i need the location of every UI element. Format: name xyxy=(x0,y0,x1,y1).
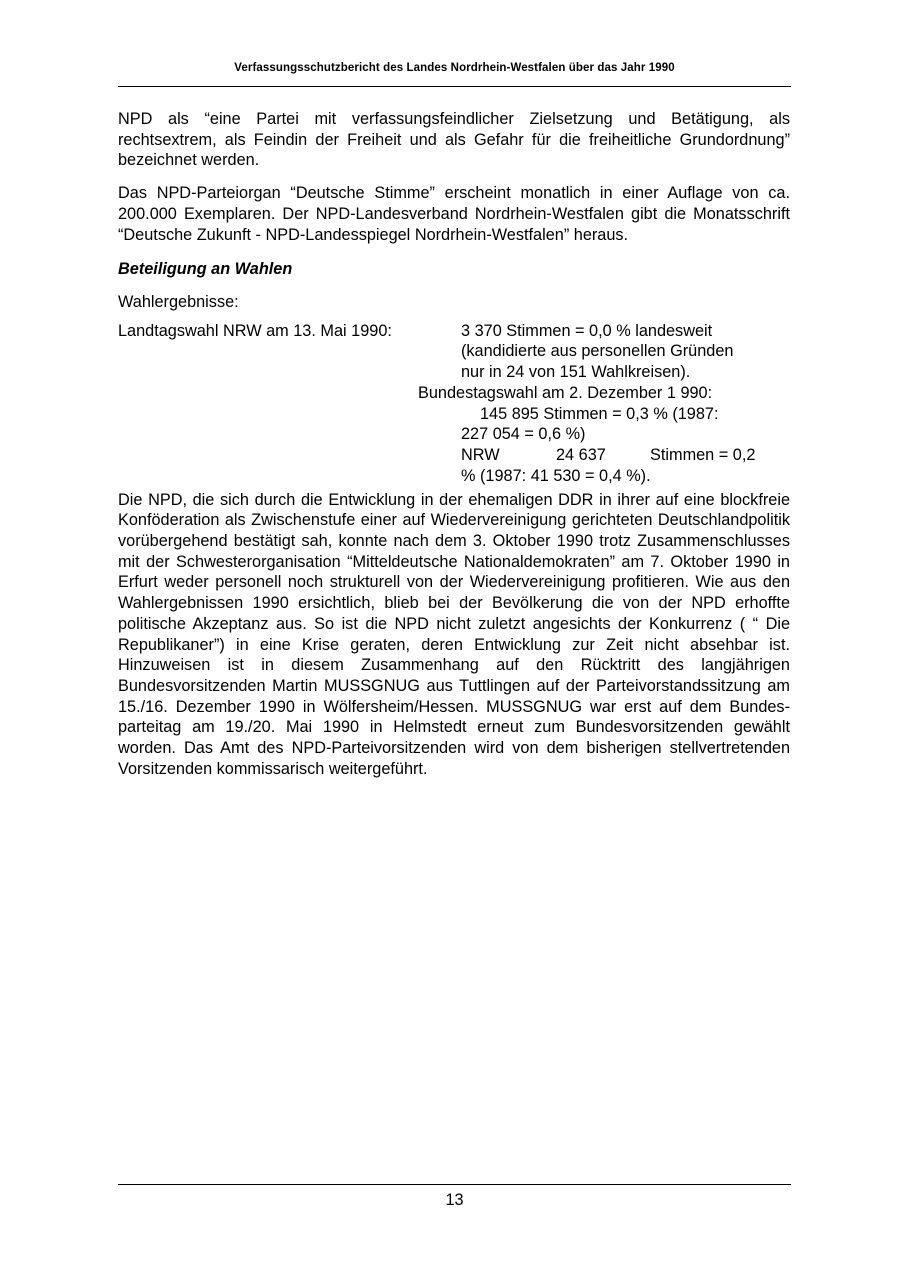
footer-divider xyxy=(118,1184,791,1185)
landtag-result-line: nur in 24 von 151 Wahlkreisen). xyxy=(461,363,691,382)
landtag-election-label: Landtagswahl NRW am 13. Mai 1990: xyxy=(118,321,392,340)
election-results-caption: Wahlergebnisse: xyxy=(118,292,239,311)
landtag-result-line: 3 370 Stimmen = 0,0 % landesweit xyxy=(461,321,713,340)
document-body xyxy=(118,109,790,791)
nrw-result: Stimmen = 0,2 xyxy=(650,446,756,465)
bundestag-result-line: % (1987: 41 530 = 0,4 %). xyxy=(461,466,651,485)
bundestag-election-result xyxy=(461,404,781,487)
section-heading-elections: Beteiligung an Wahlen xyxy=(118,260,293,279)
landtag-election-result xyxy=(461,321,781,383)
bundestag-election-label: Bundestagswahl am 2. Dezember 1 990: xyxy=(418,383,713,402)
paragraph-party-publications: Das NPD-Parteiorgan “Deutsche Stimme” erscheint monatlich in einer Auflage von ca. 200.000 Exemplaren. Der NPD-Landesverband Nordrhein-Westfalen gibt die Monatsschrift “Deutsche Zukunft - NPD-Landesspiegel Nordrhein-Westfalen” heraus. xyxy=(118,184,790,244)
header-divider xyxy=(118,86,791,87)
paragraph-npd-developments: Die NPD, die sich durch die Entwicklung in der ehemaligen DDR in ihrer auf eine blockfreie Konföderation als Zwischenstufe einer auf Wiedervereinigung gerichteten Deutschlandpolitik vorübergehend bestätigt sah, konnte nach dem 3. Oktober 1990 trotz Zusammenschlusses mit der Schwesterorganisation “Mitteldeutsche Nationaldemokraten” am 7. Oktober 1990 in Erfurt weder personell noch strukturell von der Wiedervereinigung profitieren. Wie aus den Wahlergebnissen 1990 ersichtlich, blieb bei der Bevölkerung die von der NPD erhoffte politische Akzeptanz aus. So ist die NPD nicht zuletzt angesichts der Konkurrenz ( “ Die Republikaner”) in eine Krise geraten, deren Entwicklung zur Zeit nicht absehbar ist. Hinzuweisen ist in diesem Zusammenhang auf den Rücktritt des langjährigen Bundesvorsitzenden Martin MUSSGNUG aus Tuttlingen auf der Parteivorstandssitzung am 15./16. Dezember 1990 in Wölfersheim/Hessen. MUSSGNUG war erst auf dem Bundesparteitag am 19./20. Mai 1990 in Helmstedt erneut zum Bundesvorsitzenden gewählt worden. Das Amt des NPD-Parteivorsitzenden wird von dem bisherigen stellvertretenden Vorsitzenden kommissarisch weitergeführt. xyxy=(118,490,790,778)
election-results-block xyxy=(118,321,790,486)
bundestag-result-line: 145 895 Stimmen = 0,3 % (1987: xyxy=(480,404,719,423)
bundestag-result-line: 227 054 = 0,6 %) xyxy=(461,425,586,444)
landtag-result-line: (kandidierte aus personellen Gründen xyxy=(461,342,734,361)
nrw-votes: 24 637 xyxy=(556,446,606,465)
nrw-label: NRW xyxy=(461,446,500,465)
bundestag-nrw-row xyxy=(461,445,781,466)
page-number: 13 xyxy=(445,1191,464,1209)
running-header: Verfassungsschutzbericht des Landes Nordrhein-Westfalen über das Jahr 1990 xyxy=(234,62,675,74)
paragraph-npd-classification: NPD als “eine Partei mit verfassungsfeindlicher Zielsetzung und Betätigung, als rechtsextrem, als Feindin der Freiheit und als Gefahr für die freiheitliche Grundordnung” bezeichnet werden. xyxy=(118,110,790,170)
